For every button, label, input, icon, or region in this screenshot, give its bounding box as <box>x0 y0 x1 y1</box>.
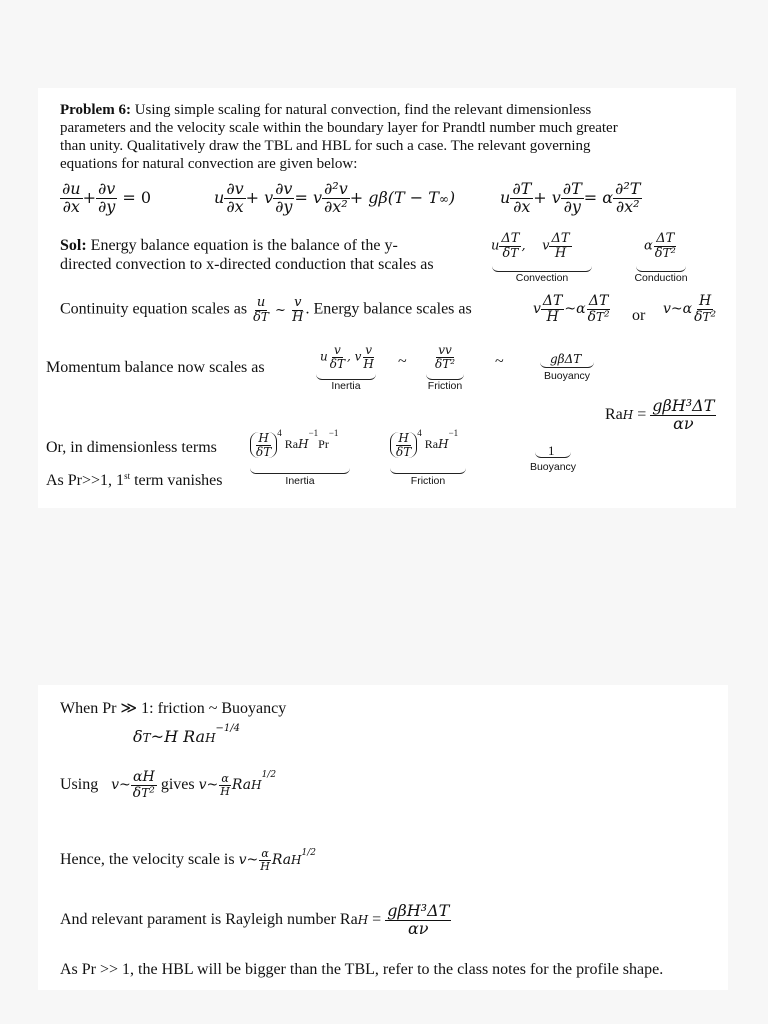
pr-text <box>46 471 223 490</box>
continuity-text: Continuity equation scales as <box>60 300 248 318</box>
momentum-text: Momentum balance now scales as <box>46 359 265 376</box>
tilde-2: ~ <box>495 353 504 370</box>
solution-label: Sol: <box>60 237 87 254</box>
friction-dim-brace <box>390 468 466 474</box>
pr-text-sup: st <box>124 471 131 481</box>
inertia-scale: u $\frac{v}{\delta T}$ , v $\frac{v}{H}$ <box>320 343 374 371</box>
thermal-thickness: δT~H RaH$^{-1/4}$ <box>133 723 241 746</box>
friction-dim-label: Friction <box>410 475 446 487</box>
or-text: or <box>632 307 646 324</box>
conduction-label: Conduction <box>634 272 688 284</box>
inertia-dim-brace <box>250 468 350 474</box>
inertia-dimensionless: $\frac{H}{\delta T}$ $^4$ $RaH^{-1}Pr^{-1}$ <box>250 432 338 458</box>
convection-label: Convection <box>515 272 569 284</box>
rayleigh-definition: RaH = $\frac{\text{gβH³ΔT}}{\alpha\nu}$ <box>605 396 715 433</box>
solution-line-1: Energy balance equation is the balance of the y- <box>90 237 398 254</box>
final-statement: As Pr >> 1, the HBL will be bigger than the TBL, refer to the class notes for the profile shape. <box>60 961 664 978</box>
problem-line-4: equations for natural convection are given below: <box>60 156 358 172</box>
inertia-dim-label: Inertia <box>285 475 315 487</box>
pr-text-end: term vanishes <box>130 472 223 489</box>
buoyancy-dimensionless: 1 <box>548 443 555 458</box>
using-text: Using <box>60 776 99 794</box>
convection-scale: u $\frac{\Delta T}{\delta T}$ , v $\frac{\Delta T}{H}$ <box>491 231 570 261</box>
hence-row: Hence, the velocity scale is v~ $\frac{\alpha}{H}$ RaH$^{1/2}$ <box>60 847 316 873</box>
problem-statement <box>60 101 618 173</box>
buoyancy-label: Buoyancy <box>543 370 591 382</box>
friction-dimensionless: $\frac{H}{\delta T}$ $^4$ RaH$^{-1}$ <box>390 432 458 458</box>
pr-text-main: As Pr>>1, 1 <box>46 472 125 489</box>
problem-label: Problem 6: <box>60 102 131 118</box>
relevant-text: And relevant parament is Rayleigh number <box>60 910 336 928</box>
buoyancy-dim-label: Buoyancy <box>529 461 577 473</box>
friction-scale: $\frac{vv}{\text{δT²}}$ <box>435 343 456 371</box>
solution-line-2: directed convection to x-directed conduction that scales as <box>60 256 434 273</box>
tilde-1: ~ <box>398 353 407 370</box>
inertia-label: Inertia <box>331 380 361 392</box>
continuity-scaling: Continuity equation scales as $\frac{u}{\delta T}$ ~ $\frac{v}{H}$ . Energy balance scales as <box>60 295 472 325</box>
rayleigh-symbol: Ra <box>605 405 623 423</box>
solution-text <box>60 236 434 274</box>
conduction-scale: α $\frac{\Delta T}{\text{δT²}}$ <box>644 231 676 261</box>
momentum-equation: u $\frac{\partial v}{\partial x}$ + v $\frac{\partial v}{\partial y}$ = v $\frac{\text{∂²v}}{\text{∂x²}}$ + gβ(T − T∞) <box>214 179 456 216</box>
gives-text: gives <box>160 776 195 794</box>
pr-condition: When Pr ≫ 1: friction ~ Buoyancy <box>60 700 287 717</box>
problem-line-2: parameters and the velocity scale within the boundary layer for Prandtl number much greater <box>60 120 618 136</box>
dimensionless-text: Or, in dimensionless terms <box>46 439 217 456</box>
energy-text: . Energy balance scales as <box>305 300 472 318</box>
energy-scaling: v $\frac{\Delta T}{H}$ ~α $\frac{\Delta T}{\text{δT²}}$ <box>533 293 610 325</box>
energy-equation: u $\frac{\partial T}{\partial x}$ + v $\frac{\partial T}{\partial y}$ = α $\frac{\text{∂²T}}{\text{∂x²}}$ <box>500 179 641 216</box>
velocity-scaling: v~α $\frac{H}{\text{δT²}}$ <box>663 293 717 325</box>
relevant-row: And relevant parament is Rayleigh number RaH = $\frac{\text{gβH³ΔT}}{\alpha\nu}$ <box>60 901 450 938</box>
problem-line-3: than unity. Qualitatively draw the TBL and HBL for such a case. The relevant governing <box>60 138 591 154</box>
continuity-equation: $\frac{\partial u}{\partial x}$ + $\frac{\partial v}{\partial y}$ = 0 <box>62 179 152 216</box>
buoyancy-brace <box>540 362 594 368</box>
hence-text: Hence, the velocity scale is <box>60 851 235 869</box>
buoyancy-scale: gβΔT <box>550 352 582 366</box>
using-row: Using v~ $\frac{\alpha H}{\text{δT²}}$ gives v~ $\frac{\alpha}{H}$ RaH$^{1/2}$ <box>60 769 277 801</box>
problem-line-1: Using simple scaling for natural convection, find the relevant dimensionless <box>134 102 592 118</box>
buoyancy-dim-brace <box>535 452 571 458</box>
friction-label: Friction <box>427 380 463 392</box>
